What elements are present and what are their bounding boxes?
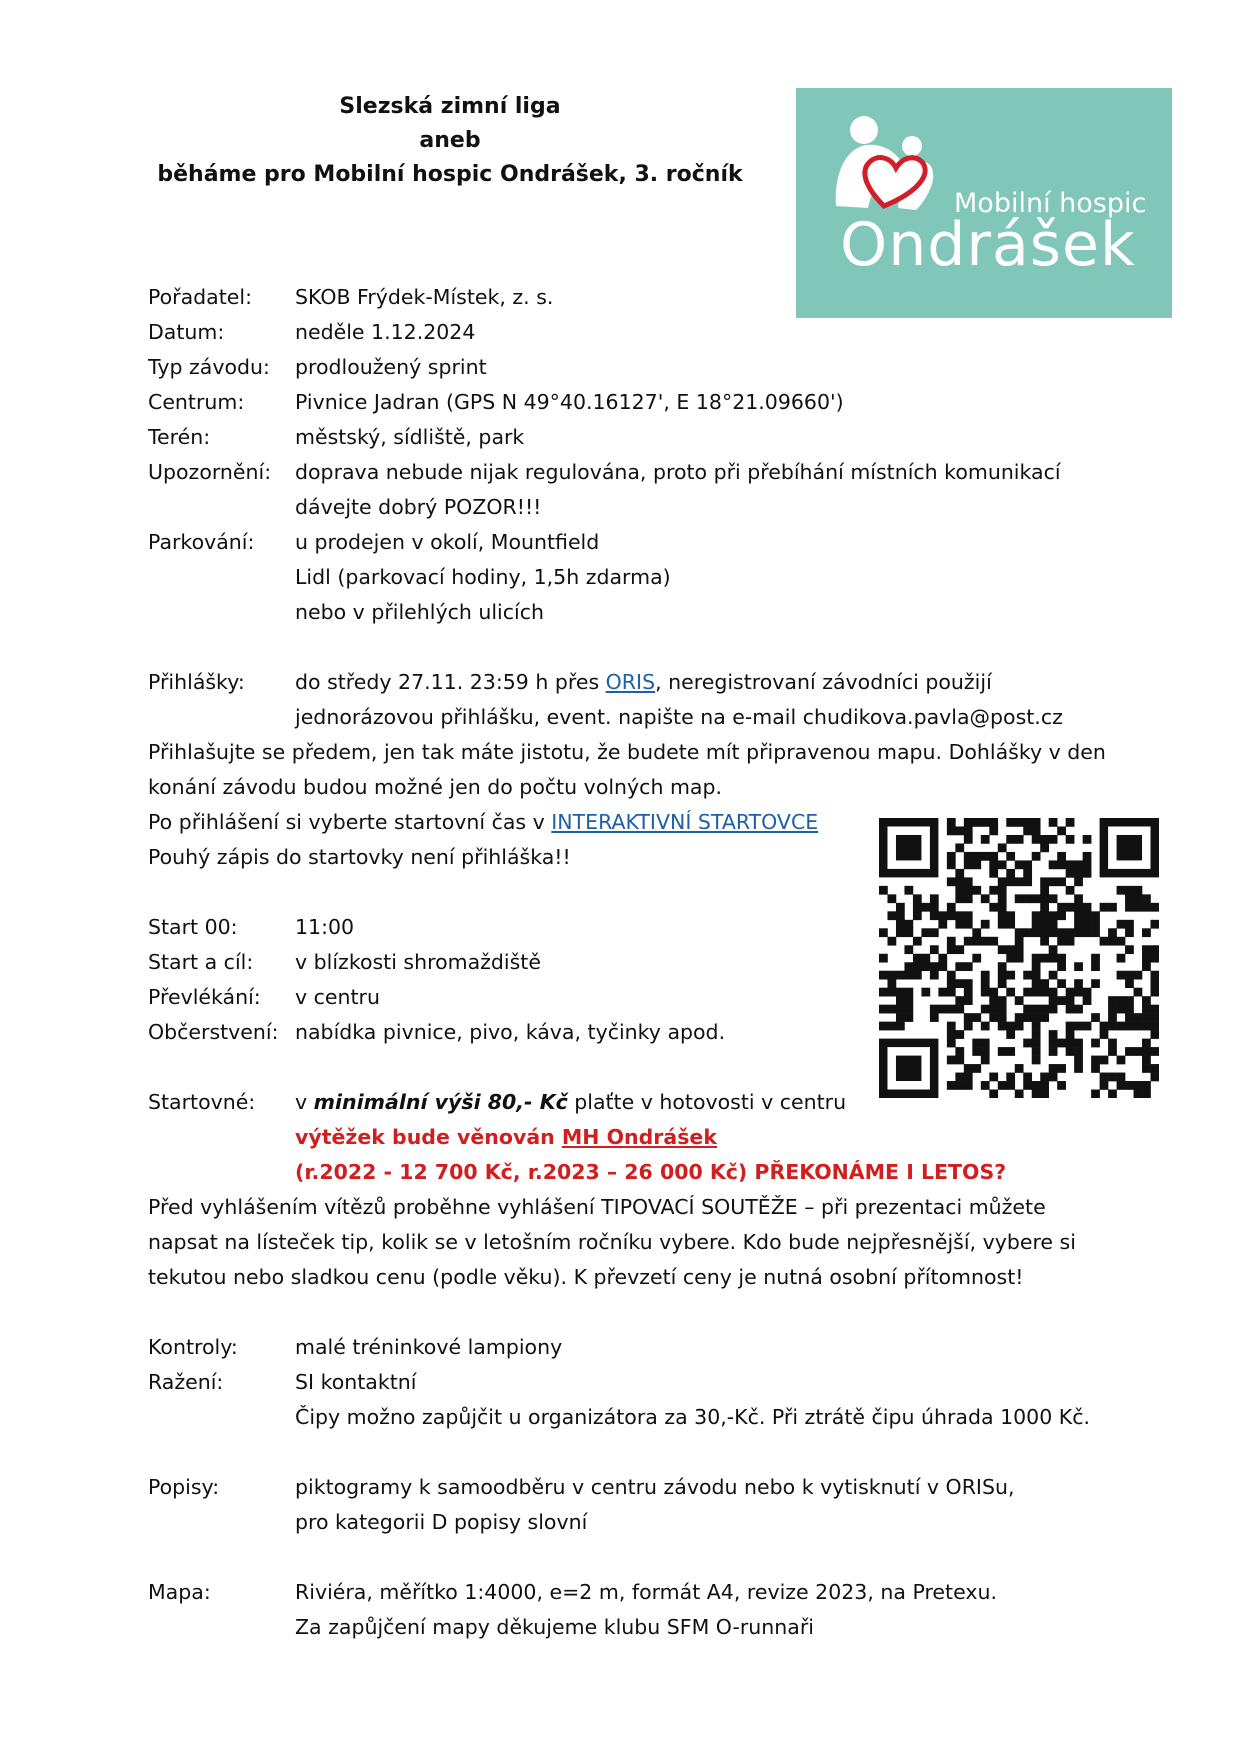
prihlasky-para-2: konání závodu budou možné jen do počtu volných map. (148, 775, 723, 799)
value-prihlasky-1 (295, 665, 992, 700)
hospic-logo (796, 88, 1172, 318)
logo-name: Ondrášek (840, 210, 1136, 280)
prihlasky-para-3 (148, 805, 818, 840)
value-razeni-2: Čipy možno zapůjčit u organizátora za 30,-Kč. Při ztrátě čipu úhrada 1000 Kč. (295, 1405, 1090, 1429)
label-upozorneni: Upozornění: (148, 460, 272, 484)
title-line-1: Slezská zimní liga (339, 94, 561, 119)
label-parkovani: Parkování: (148, 530, 255, 554)
label-razeni: Ražení: (148, 1370, 224, 1394)
prihlasky-text-1a: do středy 27.11. 23:59 h přes (295, 670, 606, 694)
value-startovne-2 (295, 1120, 717, 1155)
startovka-link[interactable]: INTERAKTIVNÍ STARTOVCE (551, 810, 819, 834)
label-datum: Datum: (148, 320, 225, 344)
prihlasky-para-1: Přihlašujte se předem, jen tak máte jistotu, že budete mít připravenou mapu. Dohlášky v den (148, 740, 1106, 764)
value-prihlasky-2: jednorázovou přihlášku, event. napište na e-mail chudikova.pavla@post.cz (295, 705, 1063, 729)
value-start00: 11:00 (295, 915, 355, 939)
label-prihlasky: Přihlášky: (148, 670, 245, 694)
mh-ondrasek-link[interactable]: MH Ondrášek (561, 1125, 717, 1149)
startovne-rest: plaťte v hotovosti v centru (567, 1090, 847, 1114)
value-popisy-2: pro kategorii D popisy slovní (295, 1510, 588, 1534)
label-kontroly: Kontroly: (148, 1335, 238, 1359)
oris-link[interactable]: ORIS (605, 670, 656, 694)
label-start00: Start 00: (148, 915, 238, 939)
value-mapa-1: Riviéra, měřítko 1:4000, e=2 m, formát A4, revize 2023, na Pretexu. (295, 1580, 997, 1604)
value-startovne-3: (r.2022 - 12 700 Kč, r.2023 – 26 000 Kč) PŘEKONÁME I LETOS? (295, 1160, 1007, 1184)
value-typ: prodloužený sprint (295, 355, 487, 379)
label-mapa: Mapa: (148, 1580, 211, 1604)
logo-subtitle: Mobilní hospic (954, 188, 1147, 219)
label-centrum: Centrum: (148, 390, 245, 414)
value-parkovani-2: Lidl (parkovací hodiny, 1,5h zdarma) (295, 565, 671, 589)
value-parkovani-1: u prodejen v okolí, Mountfield (295, 530, 600, 554)
value-prevlekani: v centru (295, 985, 380, 1009)
qr-code-icon[interactable] (879, 818, 1159, 1098)
value-poradatel: SKOB Frýdek-Místek, z. s. (295, 285, 554, 309)
page-title (150, 90, 750, 192)
label-startovne: Startovné: (148, 1090, 256, 1114)
value-razeni-1: SI kontaktní (295, 1370, 417, 1394)
value-teren: městský, sídliště, park (295, 425, 525, 449)
startovne-para-3: tekutou nebo sladkou cenu (podle věku). K převzetí ceny je nutná osobní přítomnost! (148, 1265, 1024, 1289)
prihlasky-para-4: Pouhý zápis do startovky není přihláška!! (148, 845, 571, 869)
value-obcerstveni: nabídka pivnice, pivo, káva, tyčinky apod. (295, 1020, 726, 1044)
label-popisy: Popisy: (148, 1475, 220, 1499)
label-obcerstveni: Občerstvení: (148, 1020, 279, 1044)
value-parkovani-3: nebo v přilehlých ulicích (295, 600, 544, 624)
label-poradatel: Pořadatel: (148, 285, 252, 309)
label-typ: Typ závodu: (148, 355, 270, 379)
label-startcil: Start a cíl: (148, 950, 254, 974)
value-upozorneni-2: dávejte dobrý POZOR!!! (295, 495, 542, 519)
value-kontroly: malé tréninkové lampiony (295, 1335, 563, 1359)
value-centrum: Pivnice Jadran (GPS N 49°40.16127', E 18°21.09660') (295, 390, 844, 414)
title-line-3: běháme pro Mobilní hospic Ondrášek, 3. ročník (157, 162, 743, 187)
startovne-para-1: Před vyhlášením vítězů proběhne vyhlášení TIPOVACÍ SOUTĚŽE – při prezentaci můžete (148, 1195, 1046, 1219)
prihlasky-para-3a: Po přihlášení si vyberte startovní čas v (148, 810, 552, 834)
value-startovne-1 (295, 1085, 846, 1120)
value-upozorneni-1: doprava nebude nijak regulována, proto při přebíhání místních komunikací (295, 460, 1061, 484)
prihlasky-text-1b: , neregistrovaní závodníci použijí (655, 670, 992, 694)
startovne-red-1: výtěžek bude věnován (295, 1125, 562, 1149)
startovne-para-2: napsat na lísteček tip, kolik se v letošním ročníku vybere. Kdo bude nejpřesnější, vybere si (148, 1230, 1076, 1254)
value-datum: neděle 1.12.2024 (295, 320, 476, 344)
startovne-amount: minimální výši 80,- Kč (313, 1090, 568, 1114)
value-startcil: v blízkosti shromaždiště (295, 950, 541, 974)
value-mapa-2: Za zapůjčení mapy děkujeme klubu SFM O-runnaři (295, 1615, 814, 1639)
value-popisy-1: piktogramy k samoodběru v centru závodu nebo k vytisknutí v ORISu, (295, 1475, 1015, 1499)
label-teren: Terén: (148, 425, 211, 449)
title-line-2: aneb (419, 128, 481, 153)
startovne-v: v (295, 1090, 314, 1114)
label-prevlekani: Převlékání: (148, 985, 261, 1009)
